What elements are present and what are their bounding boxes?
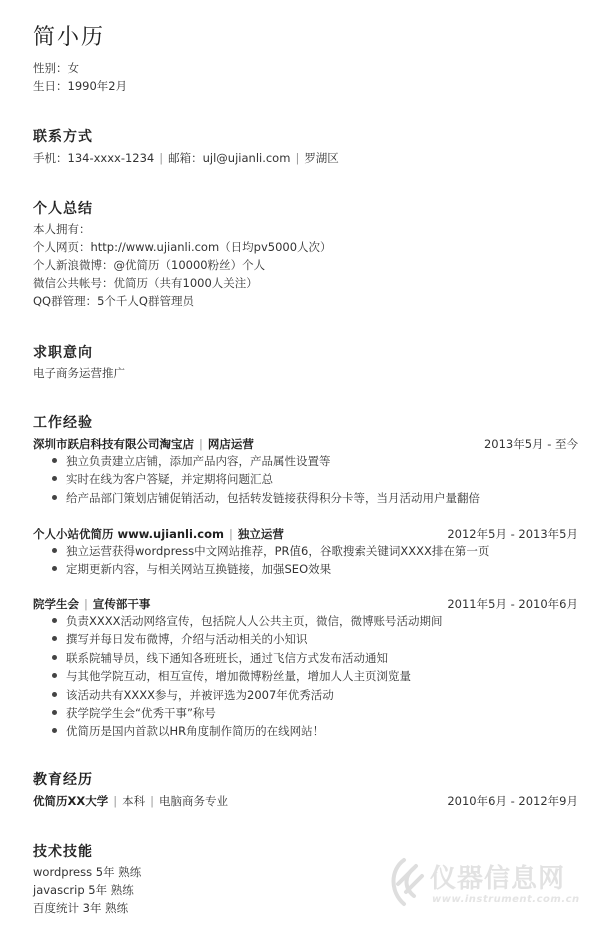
- job-date: 2012年5月 - 2013年5月: [447, 527, 578, 541]
- separator: |: [84, 597, 88, 611]
- job-date: 2013年5月 - 至今: [483, 437, 578, 451]
- list-item: [52, 470, 480, 488]
- bullet-text: 定期更新内容，与相关网站互换链接，加强SEO效果: [66, 562, 332, 577]
- contact-phone: 手机：134-xxxx-1234: [33, 151, 155, 165]
- job-company: 深圳市跃启科技有限公司淘宝店: [33, 437, 194, 451]
- job-role: 网店运营: [207, 437, 254, 451]
- bullet-icon: [52, 636, 57, 641]
- objective-title: 求职意向: [33, 345, 93, 361]
- separator: |: [113, 794, 118, 808]
- skills-title: 技术技能: [33, 844, 93, 860]
- skill-line: 百度统计 3年 熟练: [33, 901, 129, 915]
- summary-line: QQ群管理：5个千人Q群管理员: [33, 294, 194, 308]
- contact-location: 罗湖区: [304, 151, 339, 165]
- job-header: [33, 596, 578, 612]
- list-item: [52, 667, 443, 685]
- bullet-icon: [52, 673, 57, 678]
- education-school: 优简历XX大学: [33, 794, 109, 808]
- list-item: [52, 686, 443, 704]
- job-date: 2011年5月 - 2010年6月: [447, 597, 578, 611]
- bullet-icon: [52, 728, 57, 733]
- list-item: [52, 704, 443, 722]
- bullet-text: 与其他学院互动，相互宣传，增加微博粉丝量，增加人人主页浏览量: [66, 669, 411, 684]
- education-row: [33, 793, 578, 809]
- job-role: 独立运营: [237, 527, 284, 541]
- bullet-text: 独立负责建立店铺，添加产品内容，产品属性设置等: [66, 454, 331, 468]
- separator: |: [199, 437, 203, 451]
- contact-email: 邮箱：ujl@ujianli.com: [168, 151, 291, 165]
- job-bullets: [52, 612, 443, 741]
- bullet-icon: [52, 710, 57, 715]
- bullet-icon: [52, 458, 57, 463]
- skill-line: wordpress 5年 熟练: [33, 865, 142, 879]
- bullet-text: 负责XXXX活动网络宣传，包括院人人公共主页，微信，微博账号活动期间: [66, 614, 443, 628]
- skill-line: javascrip 5年 熟练: [33, 883, 134, 897]
- bullet-icon: [52, 548, 57, 553]
- bullet-text: 独立运营获得wordpress中文网站推荐，PR值6，谷歌搜索关键词XXXX排在第一页: [66, 544, 490, 558]
- list-item: [52, 630, 443, 648]
- summary-line: 微信公共帐号：优简历（共有1000人关注）: [33, 276, 258, 290]
- education-title: 教育经历: [33, 772, 93, 788]
- bullet-text: 实时在线为客户答疑，并定期将问题汇总: [66, 472, 273, 487]
- list-item: [52, 722, 443, 740]
- summary-line: 本人拥有：: [33, 222, 91, 236]
- summary-line: 个人新浪微博：@优简历（10000粉丝）个人: [33, 258, 266, 272]
- summary-line: 个人网页：http://www.ujianli.com（日均pv5000人次）: [33, 240, 332, 254]
- bullet-icon: [52, 655, 57, 660]
- gender-line: 性别：女: [33, 61, 79, 75]
- bullet-icon: [52, 495, 57, 500]
- contact-title: 联系方式: [33, 129, 93, 145]
- education-major: 电脑商务专业: [158, 794, 228, 808]
- list-item: [52, 452, 480, 470]
- bullet-text: 给产品部门策划店铺促销活动，包括转发链接获得积分卡等，当月活动用户量翻倍: [66, 490, 480, 505]
- objective-text: 电子商务运营推广: [33, 366, 125, 380]
- list-item: [52, 489, 480, 507]
- list-item: [52, 560, 489, 578]
- summary-title: 个人总结: [33, 201, 93, 217]
- birth-line: 生日：1990年2月: [33, 79, 128, 93]
- bullet-text: 联系院辅导员，线下通知各班班长，通过飞信方式发布活动通知: [66, 650, 388, 665]
- bullet-text: 该活动共有XXXX参与，并被评选为2007年优秀活动: [66, 687, 334, 702]
- bullet-icon: [52, 618, 57, 623]
- list-item: [52, 542, 489, 560]
- resume-name: 简小历: [33, 25, 106, 50]
- job-company: 院学生会: [33, 597, 79, 611]
- job-company: 个人小站优简历 www.ujianli.com: [33, 527, 224, 541]
- job-role: 宣传部干事: [92, 597, 151, 611]
- bullet-icon: [52, 476, 57, 481]
- watermark-text: 仪器信息网: [430, 864, 566, 894]
- bullet-icon: [52, 566, 57, 571]
- education-date: 2010年6月 - 2012年9月: [447, 794, 578, 808]
- bullet-text: 撰写并每日发布微博，介绍与活动相关的小知识: [66, 632, 308, 647]
- separator: |: [159, 151, 164, 165]
- separator: |: [150, 794, 154, 808]
- list-item: [52, 649, 443, 667]
- list-item: [52, 612, 443, 630]
- bullet-text: 获学院学生会“优秀干事”称号: [66, 705, 216, 720]
- job-bullets: [52, 452, 480, 507]
- job-header: [33, 526, 578, 542]
- work-title: 工作经验: [33, 415, 93, 431]
- contact-line: [33, 150, 339, 166]
- bullet-icon: [52, 692, 57, 697]
- education-degree: 本科: [122, 794, 146, 808]
- separator: |: [228, 527, 233, 541]
- job-bullets: [52, 542, 489, 579]
- separator: |: [295, 151, 300, 165]
- job-header: [33, 436, 578, 452]
- bullet-text: 优简历是国内首款以HR角度制作简历的在线网站！: [66, 724, 325, 739]
- watermark-url: www.instrument.com.cn: [432, 894, 580, 905]
